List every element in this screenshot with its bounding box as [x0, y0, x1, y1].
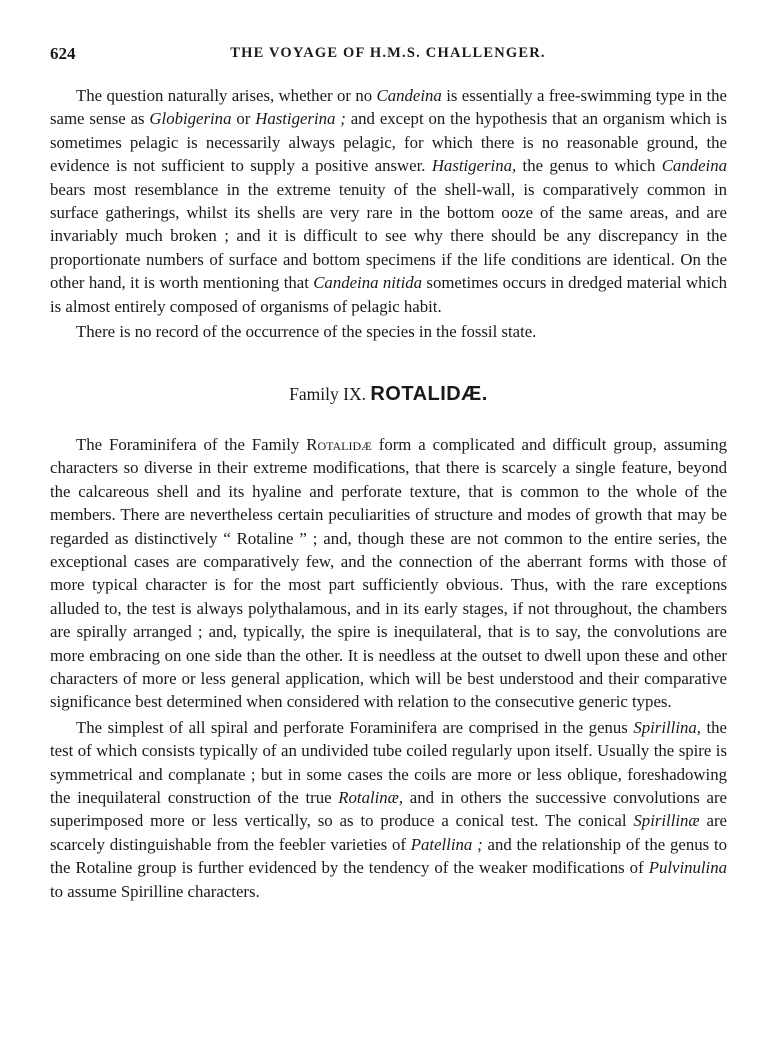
paragraph-fossil-record: There is no record of the occurrence of the species in the fossil state. — [76, 322, 537, 342]
paragraph-candeina: The question naturally arises, whether or no Candeina is essentially a free-swimming type in the same sense as Globigerina or Hastigerina ; and except on the hypothesis that an organism which is sometimes pelagic is necessarily always pelagic, for which there is no reasonable ground, the evidence is not sufficient to supply a positive answer. Hastigerina, the genus to which Candeina bears most resemblance in the extreme tenuity of the shell-wall, is comparatively common in surface gatherings, whilst its shells are very rare in the bottom ooze of the same areas, and are invariably much broken ; and it is difficult to see why there should be any discrepancy in the proportionate numbers of surface and bottom specimens if the life conditions are identical. On the other hand, it is worth mentioning that Candeina nitida sometimes occurs in dredged material which is almost entirely composed of organisms of pelagic habit. — [50, 86, 727, 316]
running-title: THE VOYAGE OF H.M.S. CHALLENGER. — [230, 45, 546, 61]
page-number: 624 — [50, 44, 76, 63]
paragraph-spirillina: The simplest of all spiral and perforate Foraminifera are comprised in the genus Spirillina, the test of which consists typically of an undivided tube coiled regularly upon itself. Usually the spire is symmetrical and complanate ; but in some cases the coils are more or less oblique, foreshadowing the inequilateral construction of the true Rotalinæ, and in others the successive convolutions are superimposed more or less vertically, so as to produce a conical test. The conical Spirillinæ are scarcely distinguishable from the feebler varieties of Patellina ; and the relationship of the genus to the Rotaline group is further evidenced by the tendency of the weaker modifications of Pulvinulina to assume Spirilline characters. — [50, 717, 727, 901]
page-header — [50, 44, 726, 68]
paragraph-rotalidae: The Foraminifera of the Family Rotalidæ form a complicated and difficult group, assuming characters so diverse in their extreme modifications, that there is scarcely a single feature, beyond the calcareous shell and its hyaline and perforate texture, that is common to the whole of the members. There are nevertheless certain peculiarities of structure and modes of growth that may be regarded as distinctively “ Rotaline ” ; and, though these are not common to the entire series, the exceptional cases are comparatively few, and the connection of the aberrant forms with those of more typical character is for the most part sufficiently obvious. Thus, with the rare exceptions alluded to, the test is always polythalamous, and in its early stages, if not throughout, the chambers are spirally arranged ; and, typically, the spire is inequilateral, that is to say, the convolutions are more embracing on one side than the other. It is needless at the outset to dwell upon these and other characters of more or less general application, which will be best understood and their comparative significance best determined when considered with relation to the consecutive generic types. — [50, 434, 727, 712]
family-number: Family IX. — [289, 384, 371, 405]
family-heading — [50, 383, 727, 406]
body-text — [50, 84, 727, 903]
family-name: ROTALIDÆ. — [370, 383, 488, 406]
